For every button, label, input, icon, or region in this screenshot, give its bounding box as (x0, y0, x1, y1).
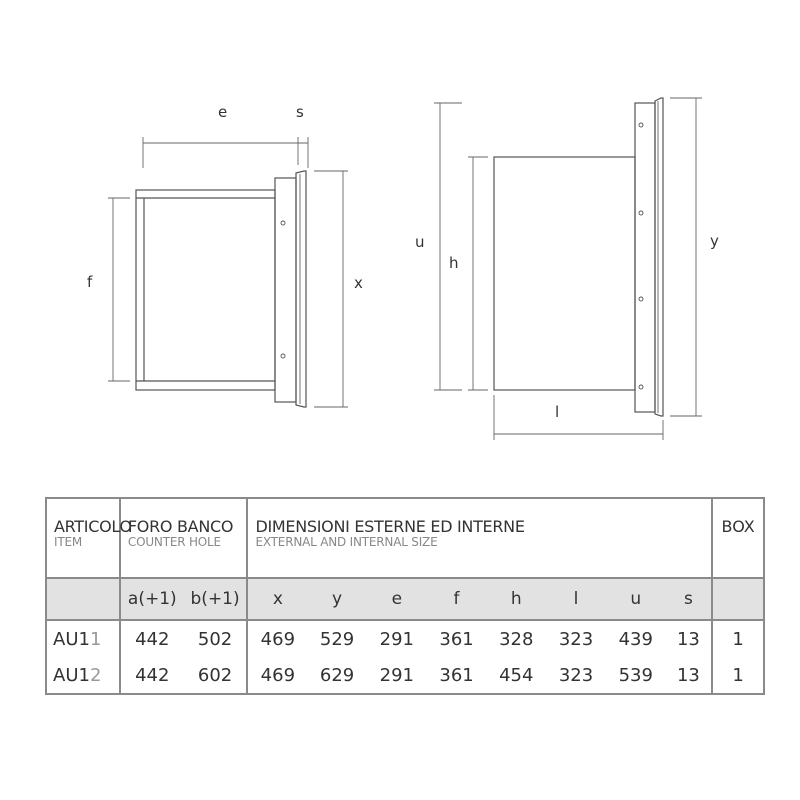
subheader-box-empty (712, 578, 764, 620)
label-l: l (555, 403, 560, 421)
column-a: a(+1) (120, 578, 184, 620)
header-dimensioni-label: DIMENSIONI ESTERNE ED INTERNE (255, 517, 525, 536)
column-x: x (247, 578, 307, 620)
header-dimensioni (247, 498, 712, 578)
header-external-size-label: EXTERNAL AND INTERNAL SIZE (255, 535, 438, 549)
cell-f: 361 (427, 620, 487, 657)
cell-u: 539 (606, 657, 666, 694)
item-prefix: AU1 (53, 664, 90, 686)
cell-l: 323 (546, 657, 606, 694)
label-y: y (710, 232, 719, 250)
cell-h: 328 (486, 620, 546, 657)
label-h: h (449, 254, 459, 272)
header-articolo (46, 498, 132, 578)
table-row (46, 657, 764, 694)
cell-box: 1 (712, 620, 764, 657)
header-box (712, 498, 764, 578)
cell-s: 13 (666, 620, 713, 657)
header-foro-banco-label: FORO BANCO (127, 517, 234, 536)
cell-y: 629 (307, 657, 367, 694)
item-suffix: 1 (89, 628, 102, 650)
cell-item (46, 657, 120, 694)
label-f: f (87, 273, 93, 291)
right-view (415, 98, 719, 440)
cell-h: 454 (486, 657, 546, 694)
column-l: l (546, 578, 606, 620)
label-x: x (354, 274, 363, 292)
column-b: b(+1) (184, 578, 248, 620)
header-item-label: ITEM (54, 535, 83, 549)
column-e: e (367, 578, 427, 620)
header-box-label: BOX (721, 517, 755, 536)
label-s: s (296, 103, 304, 121)
cell-f: 361 (427, 657, 487, 694)
header-counter-hole-label: COUNTER HOLE (127, 535, 221, 549)
column-u: u (606, 578, 666, 620)
cell-b: 602 (184, 657, 248, 694)
cell-e: 291 (367, 657, 427, 694)
cell-box: 1 (712, 657, 764, 694)
label-e: e (218, 103, 228, 121)
cell-e: 291 (367, 620, 427, 657)
left-view (87, 103, 363, 407)
cell-a: 442 (120, 620, 184, 657)
header-foro-banco (120, 498, 248, 578)
cell-a: 442 (120, 657, 184, 694)
column-s: s (666, 578, 713, 620)
cell-item (46, 620, 120, 657)
item-prefix: AU1 (53, 628, 90, 650)
label-u: u (415, 233, 425, 251)
table-subheader-row (46, 578, 764, 620)
cell-s: 13 (666, 657, 713, 694)
table-header-row (46, 498, 764, 578)
header-articolo-label: ARTICOLO (54, 517, 132, 536)
column-y: y (307, 578, 367, 620)
cell-l: 323 (546, 620, 606, 657)
cell-b: 502 (184, 620, 248, 657)
cell-u: 439 (606, 620, 666, 657)
column-f: f (427, 578, 487, 620)
spec-table (45, 497, 765, 695)
table-row (46, 620, 764, 657)
cell-x: 469 (247, 657, 307, 694)
column-h: h (486, 578, 546, 620)
item-suffix: 2 (89, 664, 102, 686)
cell-y: 529 (307, 620, 367, 657)
cell-x: 469 (247, 620, 307, 657)
subheader-empty (46, 578, 120, 620)
